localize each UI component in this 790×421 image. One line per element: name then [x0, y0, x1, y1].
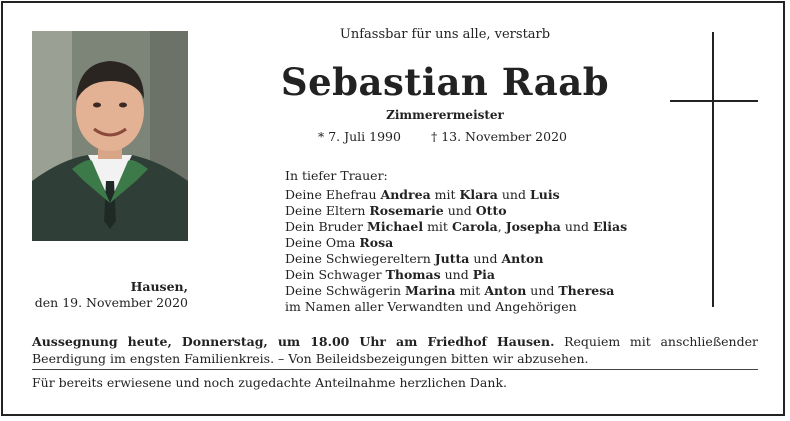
- mourner-text: Dein Bruder: [285, 219, 368, 234]
- mourner-line: [285, 251, 627, 267]
- mourner-name: Thomas: [385, 267, 441, 282]
- mourner-line: [285, 203, 627, 219]
- mourner-line: [285, 235, 627, 251]
- mourner-name: Theresa: [558, 283, 615, 298]
- mourner-text: mit: [423, 219, 452, 234]
- mourner-name: Michael: [367, 219, 424, 234]
- mourner-line: [285, 283, 627, 299]
- mourner-name: Josepha: [505, 219, 561, 234]
- place-date: [30, 279, 188, 311]
- mourner-text: Deine Oma: [285, 235, 360, 250]
- divider: [32, 369, 758, 370]
- death-date: † 13. November 2020: [430, 129, 567, 144]
- mourner-line: [285, 187, 627, 203]
- cross-vertical: [712, 32, 714, 307]
- mourner-name: Jutta: [434, 251, 470, 266]
- mourner-name: Luis: [529, 187, 560, 202]
- mourner-name: Rosemarie: [369, 203, 444, 218]
- mourner-text: Deine Eltern: [285, 203, 370, 218]
- deceased-name: Sebastian Raab: [280, 60, 610, 104]
- portrait-photo: [32, 31, 188, 241]
- mourner-name: Carola: [451, 219, 498, 234]
- mourner-text: und: [560, 219, 593, 234]
- occupation: Zimmerermeister: [386, 108, 504, 122]
- mourner-text: und: [443, 203, 476, 218]
- mourner-text: ,: [497, 219, 506, 234]
- mourner-name: Marina: [405, 283, 456, 298]
- mourner-text: mit: [455, 283, 485, 298]
- mourner-name: Rosa: [359, 235, 394, 250]
- mourner-name: Klara: [459, 187, 498, 202]
- mourner-text: Dein Schwager: [285, 267, 386, 282]
- service-bold: Aussegnung heute, Donnerstag, um 18.00 Uhr am Friedhof Hausen.: [32, 334, 555, 349]
- life-dates: [318, 129, 567, 144]
- place-city: Hausen,: [130, 279, 188, 294]
- mourner-text: Deine Schwägerin: [285, 283, 406, 298]
- mourner-name: Andrea: [380, 187, 431, 202]
- intro-text: Unfassbar für uns alle, verstarb: [339, 27, 551, 42]
- mourner-text: Deine Schwiegereltern: [285, 251, 435, 266]
- mourner-text: und: [440, 267, 473, 282]
- mourner-text: Deine Ehefrau: [285, 187, 381, 202]
- birth-date: * 7. Juli 1990: [318, 129, 401, 144]
- mourner-name: Otto: [475, 203, 507, 218]
- mourner-line: [285, 219, 627, 235]
- mourner-text: und: [526, 283, 559, 298]
- cross-horizontal: [670, 100, 758, 102]
- mourner-text: im Namen aller Verwandten und Angehörigen: [285, 299, 577, 314]
- place-datestamp: den 19. November 2020: [34, 295, 188, 310]
- service-text: Requiem mit anschließender Beerdigung im engsten Familienkreis. – Von Beileidsbezeigungen bitten wir abzusehen.: [32, 334, 758, 366]
- mourner-name: Anton: [501, 251, 544, 266]
- mourner-text: mit: [430, 187, 460, 202]
- mourner-name: Anton: [484, 283, 527, 298]
- service-info: [32, 333, 758, 367]
- mourner-line: [285, 267, 627, 283]
- mourner-text: und: [469, 251, 502, 266]
- mourners-list: [285, 168, 627, 315]
- thanks-text: Für bereits erwiesene und noch zugedachte Anteilnahme herzlichen Dank.: [32, 375, 507, 390]
- mourner-name: Elias: [592, 219, 628, 234]
- mourner-name: Pia: [472, 267, 495, 282]
- mourners-heading: In tiefer Trauer:: [285, 168, 388, 183]
- mourner-text: und: [497, 187, 530, 202]
- mourner-line: [285, 299, 627, 315]
